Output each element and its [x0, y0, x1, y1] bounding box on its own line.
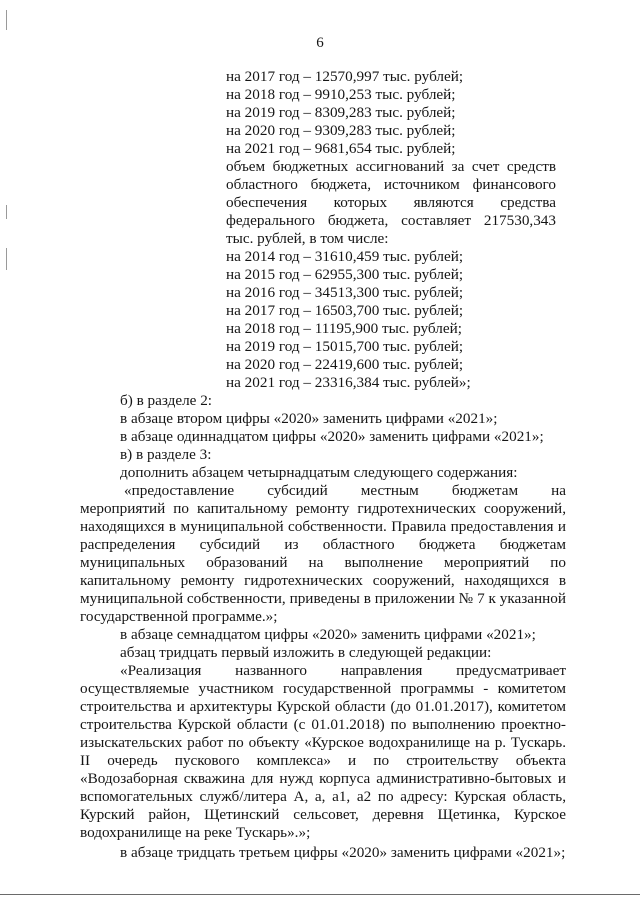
quote2-line: осуществляемые участником государственной программы - комитетом: [80, 680, 566, 697]
federal-intro-line: объем бюджетных ассигнований за счет средств: [226, 158, 556, 175]
federal-year-line: на 2019 год – 15015,700 тыс. рублей;: [226, 338, 464, 355]
federal-year-line: на 2020 год – 22419,600 тыс. рублей;: [226, 356, 464, 373]
amendment-paragraph-33: в абзаце тридцать третьем цифры «2020» заменить цифрами «2021»;: [120, 844, 566, 861]
scan-edge-mark: [6, 10, 7, 30]
quote2-line: «Водозаборная скважина для нужд корпуса административно-бытовых и: [80, 770, 566, 787]
amendment-paragraph-17: в абзаце семнадцатом цифры «2020» заменить цифрами «2021»;: [120, 626, 536, 643]
quote2-line: строительства Курской области (с 01.01.2018) по выполнению проектно-: [80, 716, 566, 733]
quote2-line: «Реализация названного направления предусматривает: [120, 662, 566, 679]
section3-add-paragraph: дополнить абзацем четырнадцатым следующего содержания:: [120, 464, 518, 481]
federal-intro-line: областного бюджета, источником финансового: [226, 176, 556, 193]
quote2-line: Курский район, Щетинский сельсовет, деревня Щетинка, Курское: [80, 806, 566, 823]
quote1-line: «предоставление субсидий местным бюджетам на: [124, 482, 566, 499]
quote1-line: государственной программе.»;: [80, 608, 278, 625]
section2-amendment: в абзаце втором цифры «2020» заменить цифрами «2021»;: [120, 410, 498, 427]
quote2-line: водохранилище на реке Тускарь».»;: [80, 824, 311, 841]
federal-intro-line: обеспечения которых являются средства: [226, 194, 556, 211]
page-number: 6: [316, 35, 324, 51]
quote2-line: строительства и архитектуры Курской области (до 01.01.2017), комитетом: [80, 698, 566, 715]
quote2-line: изыскательских работ по объекту «Курское водохранилище на р. Тускарь.: [80, 734, 566, 751]
federal-year-line: на 2021 год – 23316,384 тыс. рублей»;: [226, 374, 471, 391]
scan-edge-mark: [6, 248, 7, 270]
section2-heading: б) в разделе 2:: [120, 392, 213, 409]
regional-year-line: на 2018 год – 9910,253 тыс. рублей;: [226, 86, 456, 103]
scan-edge-mark: [6, 205, 7, 219]
regional-year-line: на 2021 год – 9681,654 тыс. рублей;: [226, 140, 456, 157]
quote2-line: II очередь пускового комплекса» и по строительству объекта: [80, 752, 566, 769]
federal-year-line: на 2018 год – 11195,900 тыс. рублей;: [226, 320, 462, 337]
regional-year-line: на 2020 год – 9309,283 тыс. рублей;: [226, 122, 456, 139]
federal-year-line: на 2014 год – 31610,459 тыс. рублей;: [226, 248, 464, 265]
amendment-paragraph-31: абзац тридцать первый изложить в следующей редакции:: [120, 644, 492, 661]
federal-year-line: на 2016 год – 34513,300 тыс. рублей;: [226, 284, 464, 301]
quote1-line: муниципальной собственности, приведены в приложении № 7 к указанной: [80, 590, 566, 607]
quote1-line: находящихся в муниципальной собственности. Правила предоставления и: [80, 518, 566, 535]
quote2-line: вспомогательных служб/литера А, а, а1, а2 по адресу: Курская область,: [80, 788, 566, 805]
scan-bottom-edge: [0, 894, 640, 895]
section2-amendment: в абзаце одиннадцатом цифры «2020» заменить цифрами «2021»;: [120, 428, 544, 445]
federal-year-line: на 2015 год – 62955,300 тыс. рублей;: [226, 266, 464, 283]
regional-year-line: на 2019 год – 8309,283 тыс. рублей;: [226, 104, 456, 121]
quote1-line: муниципальных образований на выполнение мероприятий по: [80, 554, 566, 571]
federal-intro-line: федерального бюджета, составляет 217530,343: [226, 212, 556, 229]
quote1-line: распределения субсидий из областного бюджета бюджетам: [80, 536, 566, 553]
federal-year-line: на 2017 год – 16503,700 тыс. рублей;: [226, 302, 464, 319]
quote1-line: капитальному ремонту гидротехнических сооружений, находящихся в: [80, 572, 566, 589]
section3-heading: в) в разделе 3:: [120, 446, 212, 463]
federal-intro-line: тыс. рублей, в том числе:: [226, 230, 389, 247]
regional-year-line: на 2017 год – 12570,997 тыс. рублей;: [226, 68, 464, 85]
quote1-line: мероприятий по капитальному ремонту гидротехнических сооружений,: [80, 500, 566, 517]
